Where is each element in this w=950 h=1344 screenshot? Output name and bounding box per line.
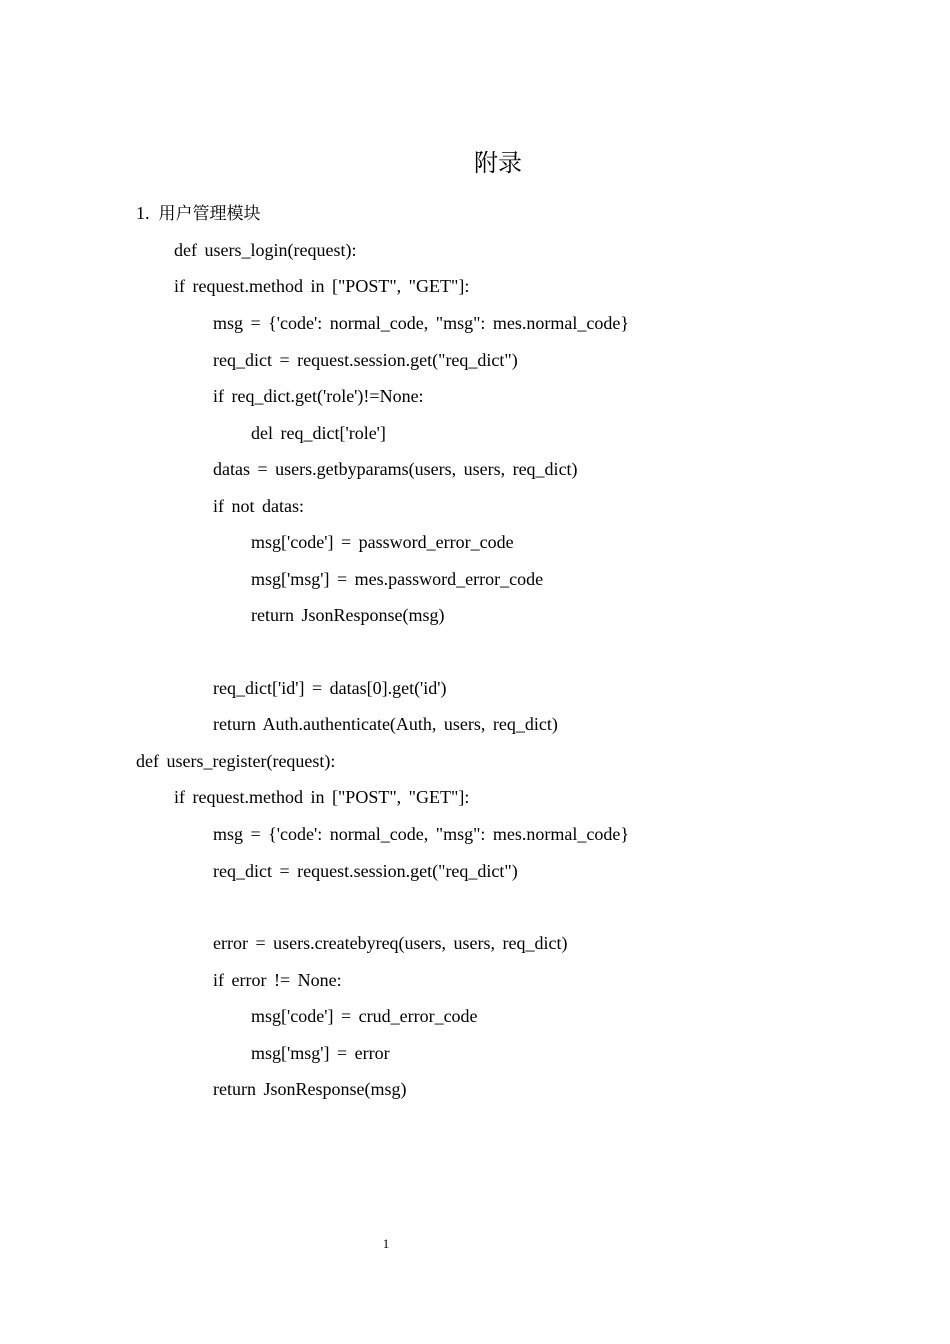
code-line: def users_register(request): <box>136 751 336 771</box>
code-line: return JsonResponse(msg) <box>213 1079 407 1099</box>
code-line: if request.method in ["POST", "GET"]: <box>174 787 470 807</box>
code-line: if error != None: <box>213 970 342 990</box>
code-line: return Auth.authenticate(Auth, users, req_dict) <box>213 714 558 734</box>
code-line: msg = {'code': normal_code, "msg": mes.normal_code} <box>213 313 630 333</box>
code-line: req_dict = request.session.get("req_dict") <box>213 861 518 881</box>
code-line: msg['code'] = crud_error_code <box>251 1006 478 1026</box>
code-line: return JsonResponse(msg) <box>251 605 445 625</box>
section-heading <box>136 201 261 226</box>
code-line: msg['code'] = password_error_code <box>251 532 514 552</box>
code-line: def users_login(request): <box>174 240 357 260</box>
code-line: msg['msg'] = mes.password_error_code <box>251 569 544 589</box>
page-number: 1 <box>382 1236 390 1251</box>
code-line: req_dict['id'] = datas[0].get('id') <box>213 678 447 698</box>
code-line: error = users.createbyreq(users, users, req_dict) <box>213 933 568 953</box>
code-line: datas = users.getbyparams(users, users, req_dict) <box>213 459 578 479</box>
section-number: 1. <box>136 203 150 223</box>
page-title: 附录 <box>474 149 522 177</box>
section-title: 用户管理模块 <box>158 204 261 224</box>
code-line: msg['msg'] = error <box>251 1043 390 1063</box>
code-line: del req_dict['role'] <box>251 423 386 443</box>
code-line: req_dict = request.session.get("req_dict") <box>213 350 518 370</box>
code-line: if not datas: <box>213 496 304 516</box>
code-line: if request.method in ["POST", "GET"]: <box>174 276 470 296</box>
code-line: msg = {'code': normal_code, "msg": mes.normal_code} <box>213 824 630 844</box>
code-line: if req_dict.get('role')!=None: <box>213 386 424 406</box>
